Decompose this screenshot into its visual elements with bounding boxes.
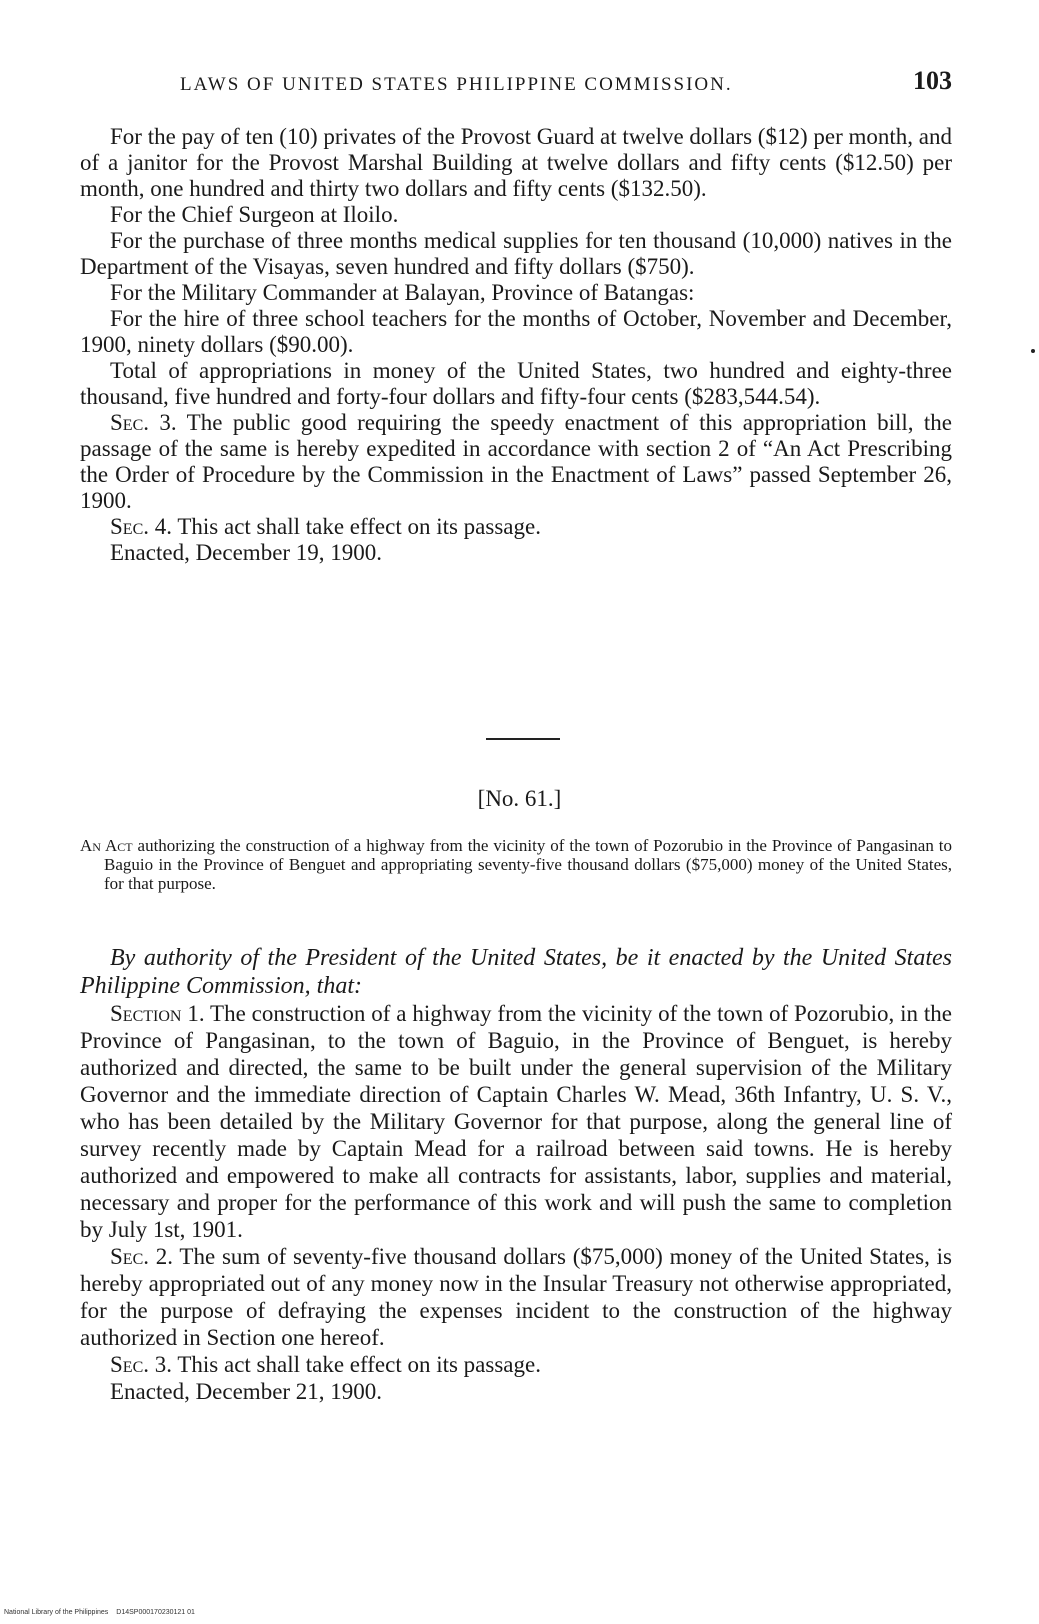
act-61-section-3-text: This act shall take effect on its passage. [177, 1352, 541, 1377]
act-61-section-2-label: Sec. 2. [110, 1244, 174, 1269]
act-title-body: authorizing the construction of a highway from the vicinity of the town of Pozorubio in the Province of Pangasinan to Baguio in the Province of Benguet and appropriating seventy-five thousand dollars ($75,000) money of the United States, for that purpose. [104, 836, 952, 893]
act-61-enacted-date: Enacted, December 21, 1900. [110, 1379, 383, 1404]
section-4-text: This act shall take effect on its passage. [177, 514, 541, 539]
paragraph-total-appropriations: Total of appropriations in money of the United States, two hundred and eighty-three thousand, five hundred and forty-four dollars and fifty-four cents ($283,544.54). [80, 358, 952, 409]
paragraph-school-teachers: For the hire of three school teachers for the months of October, November and December, 1900, ninety dollars ($90.00). [80, 306, 952, 357]
act-title [80, 836, 952, 893]
paragraph-military-commander: For the Military Commander at Balayan, Province of Batangas: [110, 280, 695, 305]
act-number-heading: [No. 61.] [477, 786, 562, 811]
act-title-text [80, 836, 952, 893]
paragraph-provost-guard: For the pay of ten (10) privates of the Provost Guard at twelve dollars ($12) per month, and of a janitor for the Provost Marshal Building at twelve dollars and fifty cents ($12.50) per month, one hundred and thirty two dollars and fifty cents ($132.50). [80, 124, 952, 201]
appropriations-continuation [80, 124, 952, 566]
paragraph-chief-surgeon: For the Chief Surgeon at Iloilo. [110, 202, 399, 227]
act-61-section-1-text: The construction of a highway from the vicinity of the town of Pozorubio, in the Province of Pangasinan, to the town of Baguio, in the Province of Benguet, is hereby authorized and directed, the same to be built under the general supervision of the Military Governor and the immediate direction of Captain Charles W. Mead, 36th Infantry, U. S. V., who has been detailed by the Military Governor for that purpose, along the general line of survey recently made by Captain Mead for a railroad between said towns. He is hereby authorized and empowered to make all contracts for assistants, labor, supplies and material, necessary and proper for the performance of this work and will push the same to completion by July 1st, 1901. [80, 1001, 952, 1242]
act-61-section-1-label: Section 1. [110, 1001, 205, 1026]
section-4-paragraph [80, 514, 952, 540]
section-4-label: Sec. 4. [110, 514, 172, 539]
section-3-label: Sec. 3. [110, 410, 177, 435]
scan-edge-mark [1031, 349, 1035, 353]
section-3-text: The public good requiring the speedy enactment of this appropriation bill, the passage of the same is hereby expedited in accordance with section 2 of “An Act Prescribing the Order of Procedure by the Commission in the Enactment of Laws” passed September 26, 1900. [80, 410, 952, 513]
scan-footer [4, 1609, 195, 1616]
section-3-paragraph [80, 410, 952, 514]
act-61-section-1 [80, 1000, 952, 1243]
act-61-section-2-text: The sum of seventy-five thousand dollars ($75,000) money of the United States, is hereby appropriated out of any money now in the Insular Treasury not otherwise appropriated, for the purpose of defraying the expenses incident to the construction of the highway authorized in Section one hereof. [80, 1244, 952, 1350]
act-61-body [80, 1000, 952, 1405]
act-61-section-2 [80, 1243, 952, 1351]
page-number: 103 [913, 66, 952, 95]
section-divider [486, 738, 560, 740]
enacted-date: Enacted, December 19, 1900. [110, 540, 383, 565]
footer-library: National Library of the Philippines [4, 1609, 109, 1616]
act-61-section-3 [80, 1351, 952, 1378]
act-61-section-3-label: Sec. 3. [110, 1352, 172, 1377]
running-title: LAWS OF UNITED STATES PHILIPPINE COMMISSION. [180, 74, 733, 95]
footer-id: D14SP000170230121 01 [116, 1609, 195, 1616]
act-title-lead: An Act [80, 836, 133, 855]
enacting-clause: By authority of the President of the United States, be it enacted by the United States Philippine Commission, that: [80, 945, 952, 999]
paragraph-medical-supplies: For the purchase of three months medical supplies for ten thousand (10,000) natives in the Department of the Visayas, seven hundred and fifty dollars ($750). [80, 228, 952, 279]
running-head [80, 66, 952, 102]
